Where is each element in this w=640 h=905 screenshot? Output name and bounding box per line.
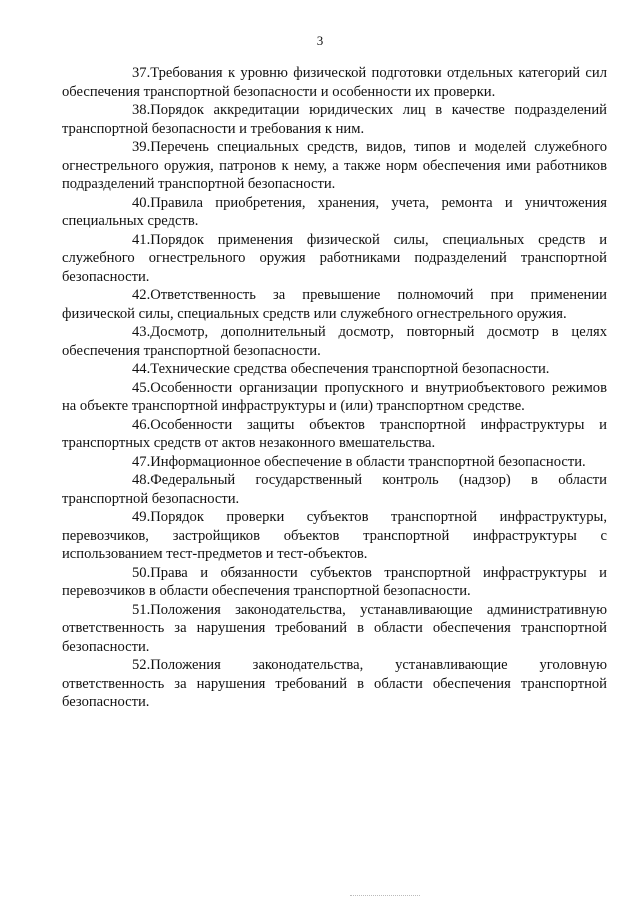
list-item <box>62 564 607 601</box>
item-number: 51. <box>132 601 151 618</box>
item-number: 49. <box>132 509 151 525</box>
list-item <box>62 416 607 453</box>
item-number: 37. <box>132 65 151 81</box>
list-item <box>62 323 607 360</box>
list-item <box>62 194 607 231</box>
item-text: Правила приобретения, хранения, учета, ремонта и уничтожения специальных средств. <box>62 194 607 229</box>
item-text: Положения законодательства, устанавливающие уголовную ответственность за нарушения требований в области обеспечения транспортной безопасности. <box>62 657 607 710</box>
item-number: 42. <box>132 287 151 303</box>
item-number: 43. <box>132 324 151 340</box>
item-number: 41. <box>132 231 151 248</box>
list-item <box>62 231 607 287</box>
item-number: 47. <box>132 453 151 470</box>
item-text: Требования к уровню физической подготовки отдельных категорий сил обеспечения транспортной безопасности и особенности их проверки. <box>62 65 607 100</box>
item-text: Досмотр, дополнительный досмотр, повторный досмотр в целях обеспечения транспортной безопасности. <box>62 324 607 359</box>
item-text: Порядок применения физической силы, специальных средств и служебного огнестрельного оружия работниками подразделений транспортной безопасности. <box>62 231 607 285</box>
item-number: 44. <box>132 361 151 377</box>
list-item <box>62 360 607 379</box>
item-text: Перечень специальных средств, видов, типов и моделей служебного огнестрельного оружия, патронов к нему, а также норм обеспечения ими работников подразделений транспортной безопасности. <box>62 139 607 192</box>
item-number: 48. <box>132 472 151 488</box>
item-text: Положения законодательства, устанавливающие административную ответственность за нарушения требований в области обеспечения транспортной безопасности. <box>62 601 607 655</box>
item-text: Порядок проверки субъектов транспортной инфраструктуры, перевозчиков, застройщиков объектов транспортной инфраструктуры с использованием тест-предметов и тест-объектов. <box>62 509 607 562</box>
item-number: 39. <box>132 139 151 155</box>
list-item <box>62 101 607 138</box>
item-text: Ответственность за превышение полномочий при применении физической силы, специальных средств или служебного огнестрельного оружия. <box>62 287 607 322</box>
item-number: 45. <box>132 379 151 396</box>
list-item <box>62 138 607 194</box>
list-item <box>62 508 607 564</box>
list-item <box>62 379 607 416</box>
item-text: Федеральный государственный контроль (надзор) в области транспортной безопасности. <box>62 472 607 507</box>
item-text: Права и обязанности субъектов транспортной инфраструктуры и перевозчиков в области обеспечения транспортной безопасности. <box>62 564 607 599</box>
item-number: 50. <box>132 564 151 581</box>
scan-artifact-line <box>350 895 420 897</box>
list-item <box>62 64 607 101</box>
item-number: 52. <box>132 657 151 673</box>
list-item <box>62 656 607 712</box>
list-item <box>62 453 607 472</box>
item-text: Порядок аккредитации юридических лиц в качестве подразделений транспортной безопасности и требования к ним. <box>62 102 607 137</box>
list-item <box>62 286 607 323</box>
list-item <box>62 601 607 657</box>
requirements-list <box>62 64 607 712</box>
item-text: Особенности организации пропускного и внутриобъектового режимов на объекте транспортной инфраструктуры и (или) транспортном средстве. <box>62 379 607 414</box>
item-text: Особенности защиты объектов транспортной инфраструктуры и транспортных средств от актов незаконного вмешательства. <box>62 416 607 451</box>
item-number: 40. <box>132 194 151 211</box>
list-item <box>62 471 607 508</box>
item-text: Технические средства обеспечения транспортной безопасности. <box>150 361 550 377</box>
item-number: 38. <box>132 102 151 118</box>
page-number: 3 <box>316 33 324 48</box>
item-number: 46. <box>132 416 151 433</box>
item-text: Информационное обеспечение в области транспортной безопасности. <box>150 453 586 470</box>
